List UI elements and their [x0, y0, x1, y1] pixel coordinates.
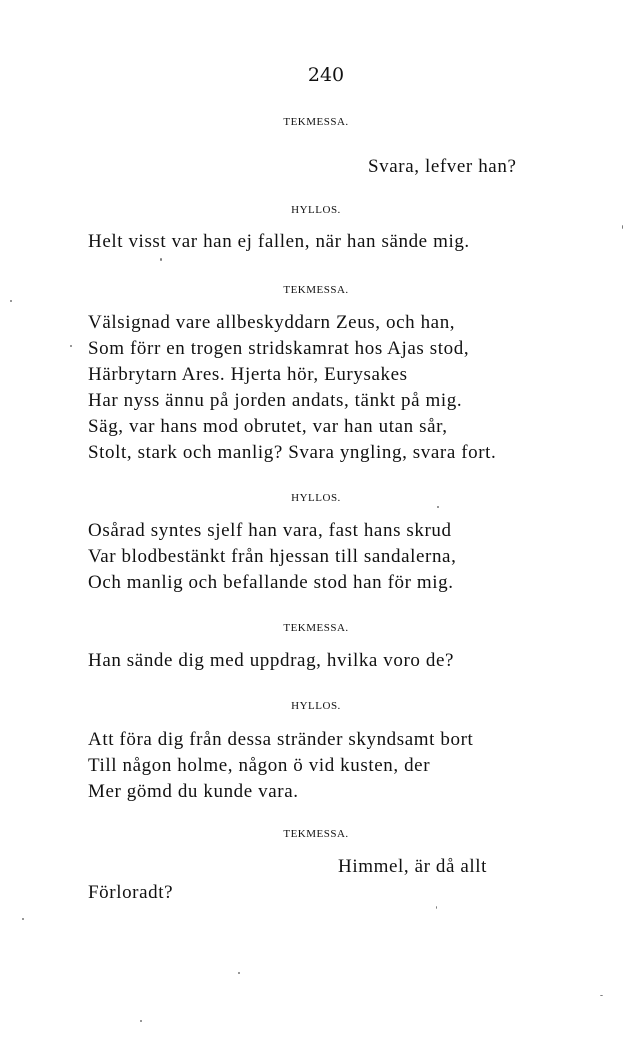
verse-line: Har nyss ännu på jorden andats, tänkt på mig. [88, 390, 463, 411]
speaker-label: TEKMESSA. [283, 622, 349, 634]
verse-line: Och manlig och befallande stod han för mig. [88, 572, 454, 593]
speaker-label: HYLLOS. [291, 700, 341, 712]
scan-speck [70, 345, 72, 347]
scan-speck [140, 1020, 142, 1022]
verse-line: Förloradt? [88, 882, 174, 903]
verse-line: Säg, var hans mod obrutet, var han utan sår, [88, 416, 448, 437]
verse-line: Som förr en trogen stridskamrat hos Ajas stod, [88, 338, 470, 359]
scan-speck [22, 918, 24, 920]
scan-speck [622, 225, 623, 229]
page-number: 240 [307, 64, 345, 86]
scan-speck [238, 972, 240, 974]
scan-speck [10, 300, 12, 302]
verse-line: Svara, lefver han? [368, 156, 517, 177]
verse-line: Helt visst var han ej fallen, när han sände mig. [88, 231, 470, 252]
speaker-label: TEKMESSA. [283, 116, 349, 128]
speaker-label: HYLLOS. [291, 204, 341, 216]
verse-line: Himmel, är då allt [338, 856, 488, 877]
verse-line: Osårad syntes sjelf han vara, fast hans skrud [88, 520, 452, 541]
verse-line: Välsignad vare allbeskyddarn Zeus, och han, [88, 312, 456, 333]
scan-speck [436, 906, 437, 909]
verse-line: Mer gömd du kunde vara. [88, 781, 299, 802]
speaker-label: TEKMESSA. [283, 828, 349, 840]
verse-line: Var blodbestänkt från hjessan till sandalerna, [88, 546, 457, 567]
verse-line: Till någon holme, någon ö vid kusten, der [88, 755, 431, 776]
verse-line: Att föra dig från dessa stränder skyndsamt bort [88, 729, 474, 750]
speaker-label: HYLLOS. [291, 492, 341, 504]
verse-line: Stolt, stark och manlig? Svara yngling, svara fort. [88, 442, 497, 463]
scan-speck [600, 995, 603, 996]
verse-line: Han sände dig med uppdrag, hvilka voro de? [88, 650, 455, 671]
verse-line: Härbrytarn Ares. Hjerta hör, Eurysakes [88, 364, 408, 385]
speaker-label: TEKMESSA. [283, 284, 349, 296]
scan-speck [160, 258, 162, 261]
scan-speck [437, 506, 439, 508]
